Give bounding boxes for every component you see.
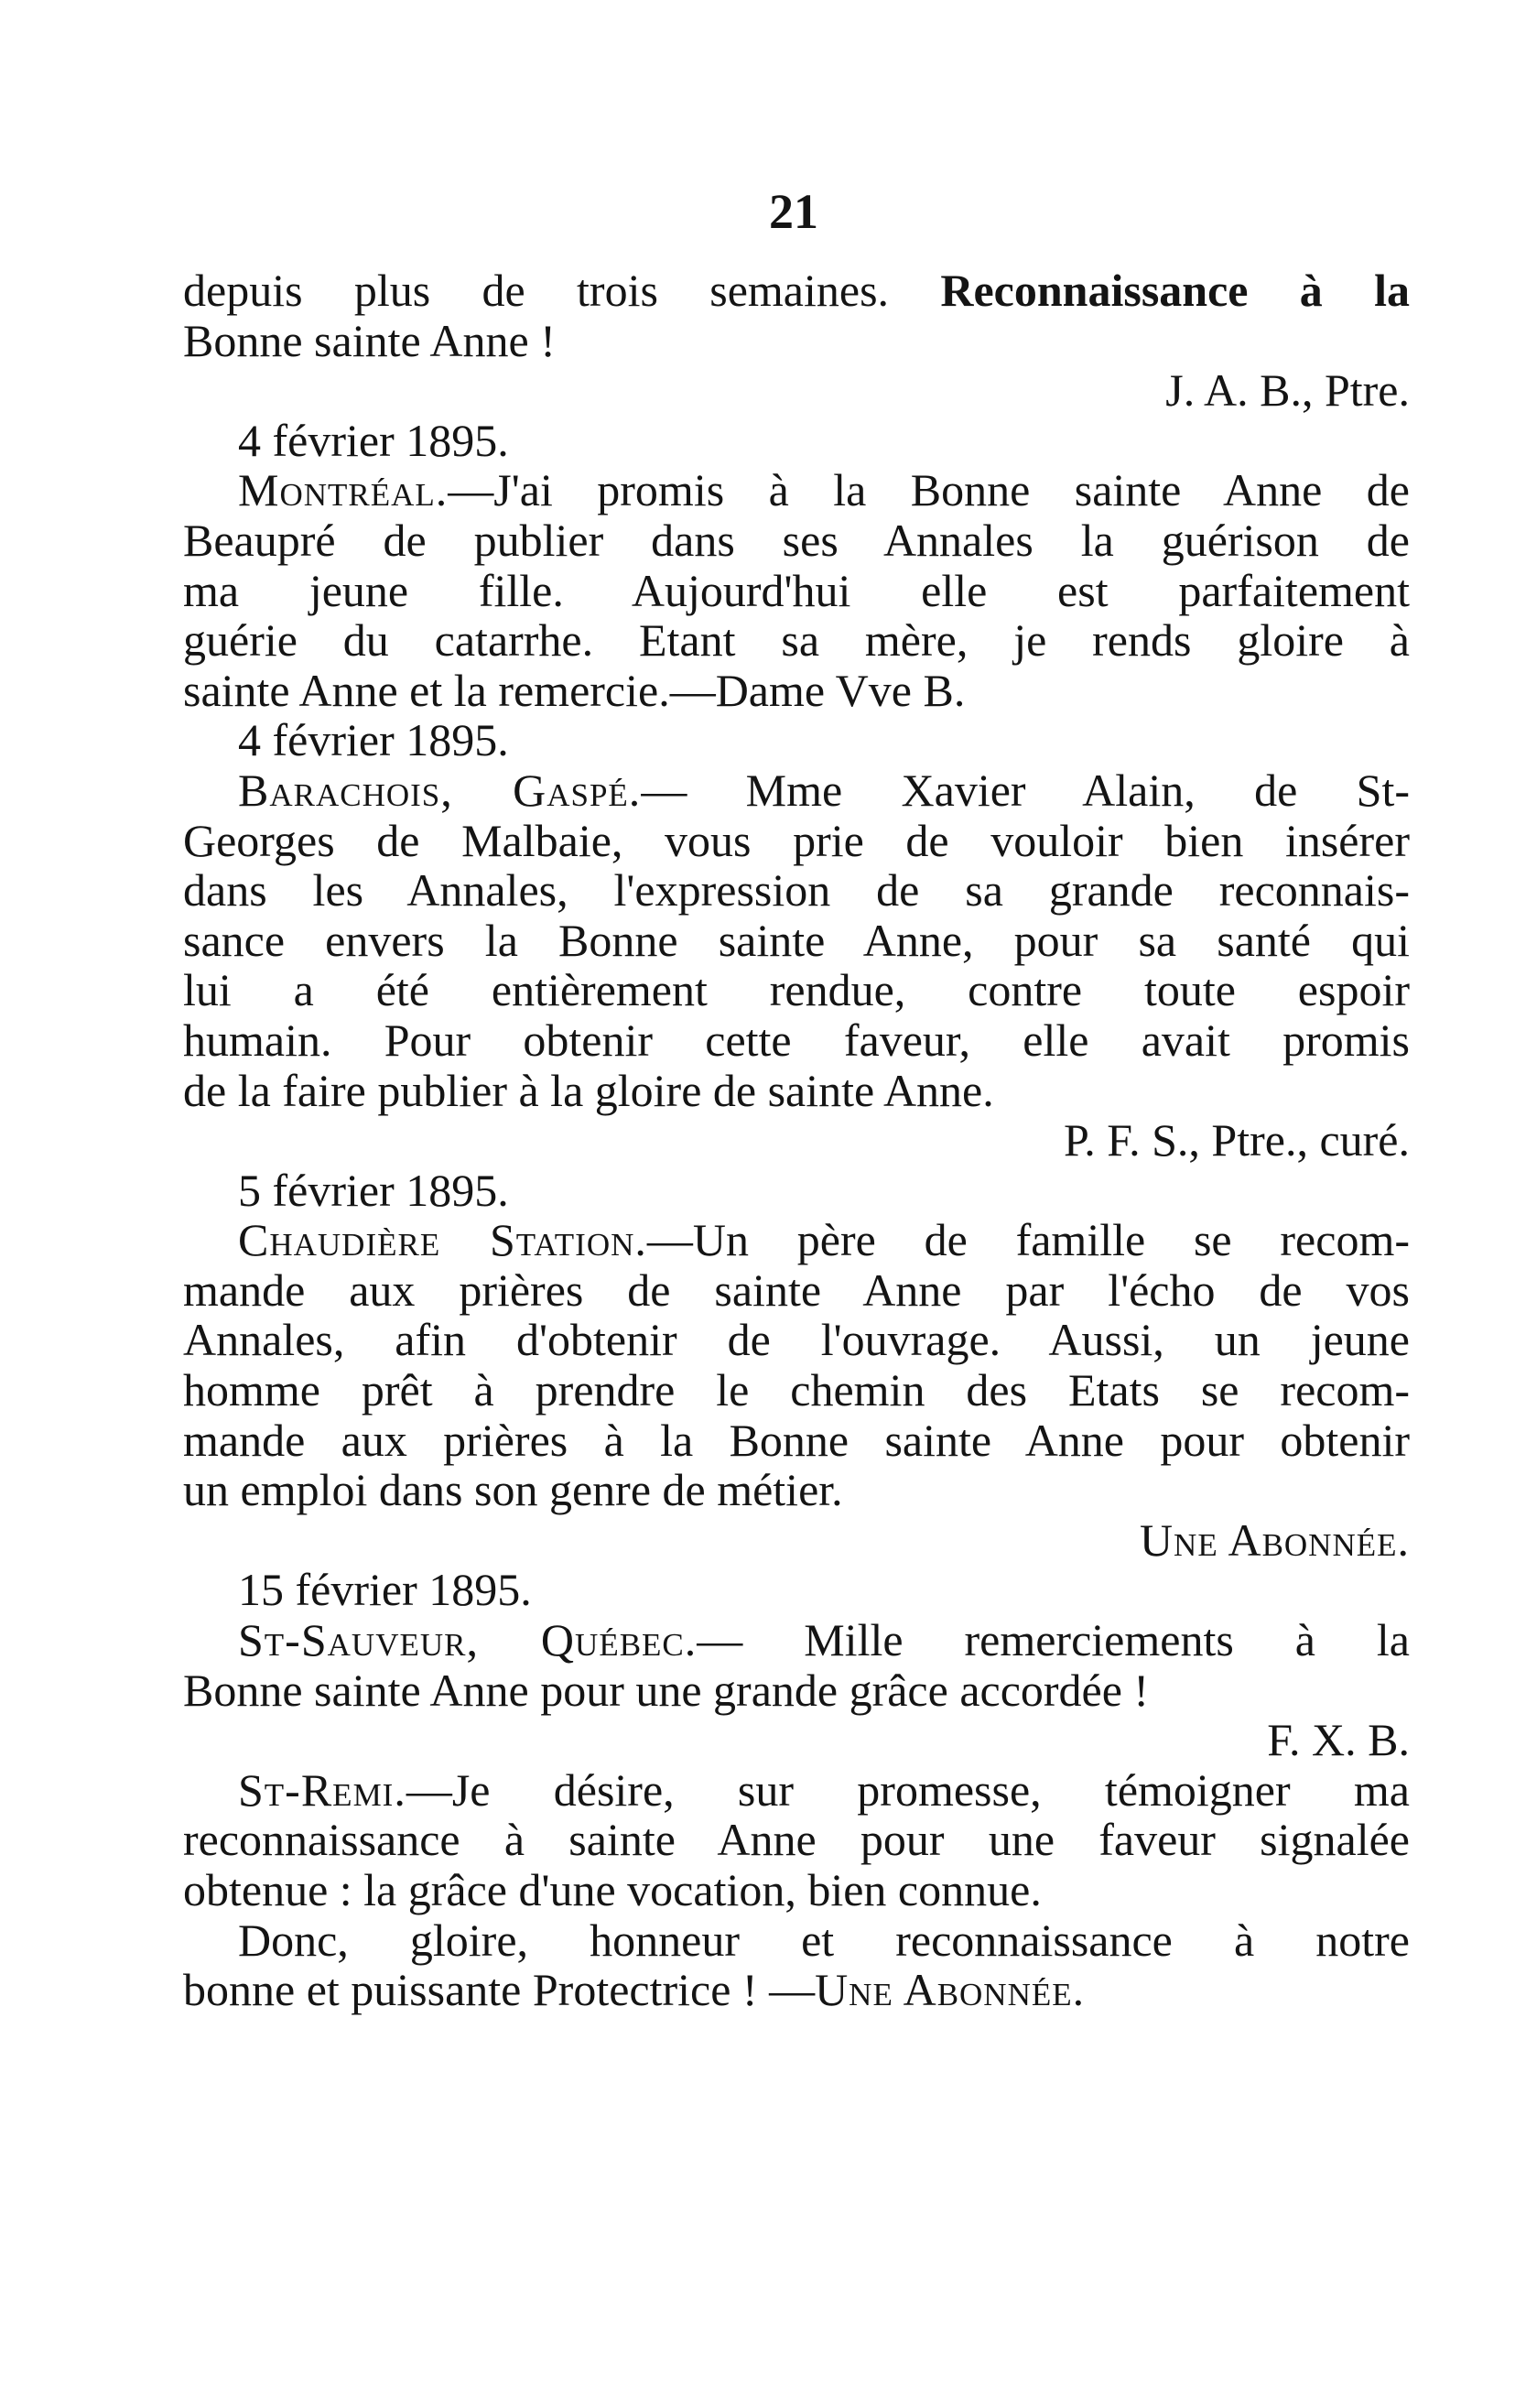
text-line: Annales, afin d'obtenir de l'ouvrage. Aussi, un jeune <box>183 1314 1410 1366</box>
text-line: Barachois, Gaspé.— Mme Xavier Alain, de St- <box>238 764 1410 816</box>
text-line: homme prêt à prendre le chemin des Etats se recom- <box>183 1364 1410 1416</box>
text-line: reconnaissance à sainte Anne pour une faveur signalée <box>183 1814 1410 1866</box>
text-line: mande aux prières de sainte Anne par l'écho de vos <box>183 1264 1410 1316</box>
signature: F. X. B. <box>1267 1714 1410 1766</box>
text-line: St-Sauveur, Québec.— Mille remerciements à la <box>238 1614 1410 1666</box>
text-line: obtenue : la grâce d'une vocation, bien connue. <box>183 1864 1042 1915</box>
text-line: Bonne sainte Anne pour une grande grâce accordée ! <box>183 1664 1150 1716</box>
text-line: de la faire publier à la gloire de sainte Anne. <box>183 1064 994 1116</box>
text-line: depuis plus de trois semaines. Reconnaissance à la <box>183 265 1410 316</box>
place-name: Montréal. <box>238 464 449 516</box>
text-line: Montréal.—J'ai promis à la Bonne sainte Anne de <box>238 464 1410 516</box>
text-line: mande aux prières à la Bonne sainte Anne pour obtenir <box>183 1414 1410 1466</box>
place-name: St-Remi. <box>238 1763 406 1816</box>
entry-date: 15 février 1895. <box>238 1564 532 1616</box>
text-line: dans les Annales, l'expression de sa grande reconnais- <box>183 864 1410 917</box>
place-name: St-Sauveur, Québec. <box>238 1614 698 1666</box>
text-line: Donc, gloire, honneur et reconnaissance à notre <box>238 1914 1410 1966</box>
text-line: Beaupré de publier dans ses Annales la guérison de <box>183 514 1410 566</box>
text-line: sance envers la Bonne sainte Anne, pour sa santé qui <box>183 914 1410 966</box>
signature: Une Abonnée. <box>1139 1513 1410 1566</box>
text-line: Bonne sainte Anne ! <box>183 314 556 366</box>
entry-date: 4 février 1895. <box>238 414 509 466</box>
text-line: un emploi dans son genre de métier. <box>183 1464 843 1516</box>
text-line: sainte Anne et la remercie.—Dame Vve B. <box>183 664 966 716</box>
text-line: Georges de Malbaie, vous prie de vouloir bien insérer <box>183 814 1410 866</box>
text-line: bonne et puissante Protectrice ! —Une Abonnée. <box>183 1964 1086 2016</box>
text-line: ma jeune fille. Aujourd'hui elle est parfaitement <box>183 564 1410 616</box>
signature: Une Abonnée. <box>815 1964 1086 2016</box>
page-number: 21 <box>769 184 818 239</box>
text-line: St-Remi.—Je désire, sur promesse, témoigner ma <box>238 1763 1410 1816</box>
page-text <box>183 266 1410 2015</box>
signature: J. A. B., Ptre. <box>1165 364 1410 417</box>
place-name: Chaudière Station. <box>238 1214 647 1266</box>
entry-date: 4 février 1895. <box>238 714 509 766</box>
entry-date: 5 février 1895. <box>238 1164 509 1216</box>
text-line: lui a été entièrement rendue, contre toute espoir <box>183 964 1410 1016</box>
text-line: humain. Pour obtenir cette faveur, elle avait promis <box>183 1014 1410 1066</box>
text-line: guérie du catarrhe. Etant sa mère, je rends gloire à <box>183 614 1410 667</box>
signature: P. F. S., Ptre., curé. <box>1064 1114 1410 1166</box>
text-line: Chaudière Station.—Un père de famille se recom- <box>238 1214 1410 1266</box>
place-name: Barachois, Gaspé. <box>238 764 642 816</box>
